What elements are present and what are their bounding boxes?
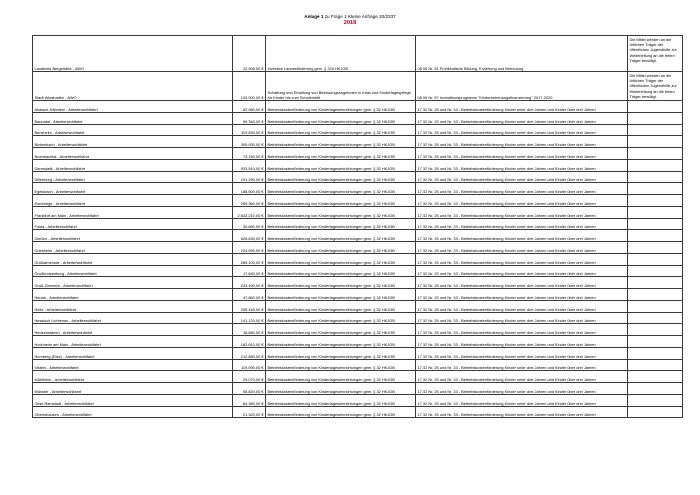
table-row	[33, 206, 683, 218]
purpose-cell: Betriebskostenförderung von Kindertageseinrichtungen gem. § 32 HKJGB	[266, 383, 416, 395]
recipient-cell: Heitz - Arbeiterwohlfahrt	[33, 300, 233, 312]
note-cell	[628, 230, 683, 242]
recipient-cell: Griesheim - Arbeiterwohlfahrt	[33, 242, 233, 254]
program-cell: 17 32 Nr. 25 und Nr. 33 - Betriebskostenförderung Kinder unter drei Jahren und Kinder über drei Jahren	[416, 206, 628, 218]
table-row	[33, 101, 683, 113]
purpose-cell: Betriebskostenförderung von Kindertageseinrichtungen gem. § 32 HKJGB	[266, 171, 416, 183]
purpose-cell: Betriebskostenförderung von Kindertageseinrichtungen gem. § 32 HKJGB	[266, 101, 416, 113]
program-cell: 17 32 Nr. 25 und Nr. 33 - Betriebskostenförderung Kinder unter drei Jahren und Kinder über drei Jahren	[416, 394, 628, 406]
table-row	[33, 72, 683, 101]
recipient-cell: Baunatal - Arbeiterwohlfahrt	[33, 112, 233, 124]
program-cell: 17 32 Nr. 25 und Nr. 33 - Betriebskostenförderung Kinder unter drei Jahren und Kinder über drei Jahren	[416, 336, 628, 348]
amount-cell: 55.820,00 €	[233, 383, 266, 395]
funding-table	[32, 35, 683, 418]
recipient-cell: Eschwege - Arbeiterwohlfahrt	[33, 195, 233, 207]
note-cell	[628, 101, 683, 113]
recipient-cell: Bickenbach - Arbeiterwohlfahrt	[33, 136, 233, 148]
table-row	[33, 195, 683, 207]
recipient-cell: Münster - Arbeiterwohlfahrt	[33, 383, 233, 395]
program-cell: 08 06 Nr. 57 Investitionsprogramm "Kinderbetreuungsfinanzierung" 2017-2020	[416, 72, 628, 101]
recipient-cell: Dillenburg - Arbeiterwohlfahrt	[33, 171, 233, 183]
amount-cell: 295.440,00 €	[233, 300, 266, 312]
program-cell: 17 32 Nr. 25 und Nr. 33 - Betriebskostenförderung Kinder unter drei Jahren und Kinder über drei Jahren	[416, 359, 628, 371]
amount-cell: 289.100,00 €	[233, 253, 266, 265]
recipient-cell: Landkreis Bergstraße - AWO	[33, 36, 233, 72]
program-cell: 17 32 Nr. 25 und Nr. 33 - Betriebskostenförderung Kinder unter drei Jahren und Kinder über drei Jahren	[416, 148, 628, 160]
amount-cell: 84.380,00 €	[233, 394, 266, 406]
amount-cell: 259.360,00 €	[233, 195, 266, 207]
recipient-cell: Alsbach-Hähnlein - Arbeiterwohlfahrt	[33, 101, 233, 113]
program-cell: 17 32 Nr. 25 und Nr. 33 - Betriebskostenförderung Kinder unter drei Jahren und Kinder über drei Jahren	[416, 300, 628, 312]
recipient-cell: Darmstadt - Arbeiterwohlfahrt	[33, 159, 233, 171]
program-cell: 17 32 Nr. 25 und Nr. 33 - Betriebskostenförderung Kinder unter drei Jahren und Kinder über drei Jahren	[416, 124, 628, 136]
recipient-cell: Großalmerode - Arbeiterwohlfahrt	[33, 253, 233, 265]
table-row	[33, 359, 683, 371]
note-cell	[628, 394, 683, 406]
table-row	[33, 242, 683, 254]
purpose-cell: Betriebskostenförderung von Kindertageseinrichtungen gem. § 32 HKJGB	[266, 136, 416, 148]
recipient-cell: Fulda - Arbeiterwohlfahrt	[33, 218, 233, 230]
table-row	[33, 183, 683, 195]
purpose-cell: Betriebskostenförderung von Kindertageseinrichtungen gem. § 32 HKJGB	[266, 265, 416, 277]
table-row	[33, 124, 683, 136]
note-cell	[628, 136, 683, 148]
purpose-cell: Betriebskostenförderung von Kindertageseinrichtungen gem. § 32 HKJGB	[266, 148, 416, 160]
purpose-cell: Betriebskostenförderung von Kindertageseinrichtungen gem. § 32 HKJGB	[266, 312, 416, 324]
table-row	[33, 112, 683, 124]
note-cell: Die Mittel werden an die örtlichen Träger der öffentlichen Jugendhilfe zur Weiterleitung an die freien Träger bewilligt.	[628, 72, 683, 101]
program-cell: 17 32 Nr. 25 und Nr. 33 - Betriebskostenförderung Kinder unter drei Jahren und Kinder über drei Jahren	[416, 112, 628, 124]
purpose-cell: Betriebskostenförderung von Kindertageseinrichtungen gem. § 32 HKJGB	[266, 406, 416, 418]
table-row	[33, 159, 683, 171]
recipient-cell: Obertshausen - Arbeiterwohlfahrt	[33, 406, 233, 418]
recipient-cell: Egelsbach - Arbeiterwohlfahrt	[33, 183, 233, 195]
document-year: 2018	[343, 20, 357, 26]
recipient-cell: Hessisch Lichtenau - Arbeiterwohlfahrt	[33, 312, 233, 324]
purpose-cell: Betriebskostenförderung von Kindertageseinrichtungen gem. § 32 HKJGB	[266, 347, 416, 359]
table-row	[33, 230, 683, 242]
table-row	[33, 406, 683, 418]
table-row	[33, 383, 683, 395]
note-cell: Die Mittel werden an die örtlichen Träger der öffentlichen Jugendhilfe zur Weiterleitung an die freien Träger bewilligt.	[628, 36, 683, 72]
title-middle: zu Frage 1 Kleine Anfrage	[323, 14, 380, 19]
table-row	[33, 265, 683, 277]
recipient-cell: Bensheim - Arbeiterwohlfahrt	[33, 124, 233, 136]
amount-cell: 212.880,00 €	[233, 347, 266, 359]
amount-cell: 25.070,00 €	[233, 371, 266, 383]
purpose-cell: Betriebskostenförderung von Kindertageseinrichtungen gem. § 32 HKJGB	[266, 206, 416, 218]
amount-cell: 119.590,00 €	[233, 359, 266, 371]
note-cell	[628, 406, 683, 418]
program-cell: 17 32 Nr. 25 und Nr. 33 - Betriebskostenförderung Kinder unter drei Jahren und Kinder über drei Jahren	[416, 265, 628, 277]
table-row	[33, 289, 683, 301]
amount-cell: 141.120,00 €	[233, 312, 266, 324]
table-row	[33, 394, 683, 406]
purpose-cell: Betriebskostenförderung von Kindertageseinrichtungen gem. § 32 HKJGB	[266, 253, 416, 265]
amount-cell: 12.908,00 €	[233, 36, 266, 72]
program-cell: 17 32 Nr. 25 und Nr. 33 - Betriebskostenförderung Kinder unter drei Jahren und Kinder über drei Jahren	[416, 195, 628, 207]
table-row	[33, 300, 683, 312]
table-row	[33, 347, 683, 359]
program-cell: 17 32 Nr. 25 und Nr. 33 - Betriebskostenförderung Kinder unter drei Jahren und Kinder über drei Jahren	[416, 253, 628, 265]
recipient-cell: Mühlheim - Arbeiterwohlfahrt	[33, 371, 233, 383]
amount-cell: 182.610,00 €	[233, 336, 266, 348]
program-cell: 17 32 Nr. 25 und Nr. 33 - Betriebskostenförderung Kinder unter drei Jahren und Kinder über drei Jahren	[416, 230, 628, 242]
page-header	[0, 14, 700, 27]
purpose-cell: Betriebskostenförderung von Kindertageseinrichtungen gem. § 32 HKJGB	[266, 300, 416, 312]
note-cell	[628, 195, 683, 207]
table-row	[33, 277, 683, 289]
amount-cell: 224.930,00 €	[233, 242, 266, 254]
amount-cell: 243.490,00 €	[233, 277, 266, 289]
recipient-cell: Gießen - Arbeiterwohlfahrt	[33, 230, 233, 242]
note-cell	[628, 159, 683, 171]
program-cell: 17 32 Nr. 25 und Nr. 33 - Betriebskostenförderung Kinder unter drei Jahren und Kinder über drei Jahren	[416, 136, 628, 148]
table-row	[33, 312, 683, 324]
note-cell	[628, 371, 683, 383]
table-row	[33, 336, 683, 348]
table-row	[33, 324, 683, 336]
amount-cell: 17.640,00 €	[233, 265, 266, 277]
amount-cell: 188.500,00 €	[233, 183, 266, 195]
amount-cell: 21.320,00 €	[233, 406, 266, 418]
table-row	[33, 253, 683, 265]
table-row	[33, 148, 683, 160]
purpose-cell: Betriebskostenförderung von Kindertageseinrichtungen gem. § 32 HKJGB	[266, 324, 416, 336]
purpose-cell: Betriebskostenförderung von Kindertageseinrichtungen gem. § 32 HKJGB	[266, 159, 416, 171]
program-cell: 17 32 Nr. 25 und Nr. 33 - Betriebskostenförderung Kinder unter drei Jahren und Kinder über drei Jahren	[416, 101, 628, 113]
note-cell	[628, 324, 683, 336]
recipient-cell: Heusenstamm - Arbeiterwohlfahrt	[33, 324, 233, 336]
purpose-cell: Betriebskostenförderung von Kindertageseinrichtungen gem. § 32 HKJGB	[266, 230, 416, 242]
note-cell	[628, 336, 683, 348]
program-cell: 17 32 Nr. 25 und Nr. 33 - Betriebskostenförderung Kinder unter drei Jahren und Kinder über drei Jahren	[416, 312, 628, 324]
amount-cell: 191.290,00 €	[233, 171, 266, 183]
amount-cell: 309.930,00 €	[233, 136, 266, 148]
note-cell	[628, 171, 683, 183]
note-cell	[628, 183, 683, 195]
table-row	[33, 36, 683, 72]
note-cell	[628, 206, 683, 218]
amount-cell: 59.340,00 €	[233, 112, 266, 124]
program-cell: 17 32 Nr. 25 und Nr. 33 - Betriebskostenförderung Kinder unter drei Jahren und Kinder über drei Jahren	[416, 383, 628, 395]
note-cell	[628, 218, 683, 230]
purpose-cell: Betriebskostenförderung von Kindertageseinrichtungen gem. § 32 HKJGB	[266, 242, 416, 254]
note-cell	[628, 300, 683, 312]
title-annex: Anlage 1	[304, 14, 324, 19]
recipient-cell: Brombachtal - Arbeiterwohlfahrt	[33, 148, 233, 160]
recipient-cell: Groß-Zimmern - Arbeiterwohlfahrt	[33, 277, 233, 289]
program-cell: 17 32 Nr. 25 und Nr. 33 - Betriebskostenförderung Kinder unter drei Jahren und Kinder über drei Jahren	[416, 347, 628, 359]
amount-cell: 2.632.210,00 €	[233, 206, 266, 218]
recipient-cell: Ober-Ramstadt - Arbeiterwohlfahrt	[33, 394, 233, 406]
program-cell: 17 32 Nr. 25 und Nr. 33 - Betriebskostenförderung Kinder unter drei Jahren und Kinder über drei Jahren	[416, 183, 628, 195]
purpose-cell: Betriebskostenförderung von Kindertageseinrichtungen gem. § 32 HKJGB	[266, 394, 416, 406]
recipient-cell: Stadt Wiesbaden - AWO	[33, 72, 233, 101]
note-cell	[628, 253, 683, 265]
recipient-cell: Idstein - Arbeiterwohlfahrt	[33, 359, 233, 371]
program-cell: 17 32 Nr. 25 und Nr. 33 - Betriebskostenförderung Kinder unter drei Jahren und Kinder über drei Jahren	[416, 159, 628, 171]
program-cell: 17 32 Nr. 25 und Nr. 33 - Betriebskostenförderung Kinder unter drei Jahren und Kinder über drei Jahren	[416, 171, 628, 183]
amount-cell: 47.860,00 €	[233, 289, 266, 301]
purpose-cell: Betriebskostenförderung von Kindertageseinrichtungen gem. § 32 HKJGB	[266, 218, 416, 230]
note-cell	[628, 359, 683, 371]
amount-cell: 100.000,00 €	[233, 72, 266, 101]
recipient-cell: Hanau - Arbeiterwohlfahrt	[33, 289, 233, 301]
purpose-cell: Investive Landesförderung gem. § 32d HKJGB	[266, 36, 416, 72]
title-reference: 20/2337	[379, 14, 396, 19]
amount-cell: 826.630,00 €	[233, 230, 266, 242]
program-cell: 17 32 Nr. 25 und Nr. 33 - Betriebskostenförderung Kinder unter drei Jahren und Kinder über drei Jahren	[416, 324, 628, 336]
note-cell	[628, 383, 683, 395]
purpose-cell: Betriebskostenförderung von Kindertageseinrichtungen gem. § 32 HKJGB	[266, 124, 416, 136]
amount-cell: 16.680,00 €	[233, 324, 266, 336]
note-cell	[628, 242, 683, 254]
program-cell: 17 32 Nr. 25 und Nr. 33 - Betriebskostenförderung Kinder unter drei Jahren und Kinder über drei Jahren	[416, 242, 628, 254]
purpose-cell: Betriebskostenförderung von Kindertageseinrichtungen gem. § 32 HKJGB	[266, 336, 416, 348]
amount-cell: 30.650,00 €	[233, 218, 266, 230]
table-row	[33, 136, 683, 148]
note-cell	[628, 312, 683, 324]
amount-cell: 82.980,00 €	[233, 101, 266, 113]
purpose-cell: Betriebskostenförderung von Kindertageseinrichtungen gem. § 32 HKJGB	[266, 183, 416, 195]
note-cell	[628, 347, 683, 359]
purpose-cell: Betriebskostenförderung von Kindertageseinrichtungen gem. § 32 HKJGB	[266, 289, 416, 301]
table-row	[33, 371, 683, 383]
note-cell	[628, 124, 683, 136]
program-cell: 17 32 Nr. 25 und Nr. 33 - Betriebskostenförderung Kinder unter drei Jahren und Kinder über drei Jahren	[416, 406, 628, 418]
note-cell	[628, 277, 683, 289]
table-row	[33, 171, 683, 183]
amount-cell: 73.150,00 €	[233, 148, 266, 160]
program-cell: 17 32 Nr. 25 und Nr. 33 - Betriebskostenförderung Kinder unter drei Jahren und Kinder über drei Jahren	[416, 218, 628, 230]
program-cell: 08 06 Nr. 51 Frühkindliche Bildung, Erziehung und Betreuung	[416, 36, 628, 72]
note-cell	[628, 289, 683, 301]
program-cell: 17 32 Nr. 25 und Nr. 33 - Betriebskostenförderung Kinder unter drei Jahren und Kinder über drei Jahren	[416, 289, 628, 301]
purpose-cell: Betriebskostenförderung von Kindertageseinrichtungen gem. § 32 HKJGB	[266, 195, 416, 207]
purpose-cell: Betriebskostenförderung von Kindertageseinrichtungen gem. § 32 HKJGB	[266, 112, 416, 124]
amount-cell: 119.830,00 €	[233, 124, 266, 136]
program-cell: 17 32 Nr. 25 und Nr. 33 - Betriebskostenförderung Kinder unter drei Jahren und Kinder über drei Jahren	[416, 277, 628, 289]
recipient-cell: Homberg (Efze) - Arbeiterwohlfahrt	[33, 347, 233, 359]
purpose-cell: Schaffung und Erhaltung von Betreuungsangeboten in Kitas und Kindertagespflege für Kinder bis zum Schuleintritt	[266, 72, 416, 101]
recipient-cell: Frankfurt am Main - Arbeiterwohlfahrt	[33, 206, 233, 218]
purpose-cell: Betriebskostenförderung von Kindertageseinrichtungen gem. § 32 HKJGB	[266, 277, 416, 289]
table-row	[33, 218, 683, 230]
recipient-cell: Hochheim am Main - Arbeiterwohlfahrt	[33, 336, 233, 348]
purpose-cell: Betriebskostenförderung von Kindertageseinrichtungen gem. § 32 HKJGB	[266, 359, 416, 371]
recipient-cell: Großkrotzenburg - Arbeiterwohlfahrt	[33, 265, 233, 277]
amount-cell: 933.510,00 €	[233, 159, 266, 171]
program-cell: 17 32 Nr. 25 und Nr. 33 - Betriebskostenförderung Kinder unter drei Jahren und Kinder über drei Jahren	[416, 371, 628, 383]
note-cell	[628, 112, 683, 124]
note-cell	[628, 148, 683, 160]
note-cell	[628, 265, 683, 277]
purpose-cell: Betriebskostenförderung von Kindertageseinrichtungen gem. § 32 HKJGB	[266, 371, 416, 383]
